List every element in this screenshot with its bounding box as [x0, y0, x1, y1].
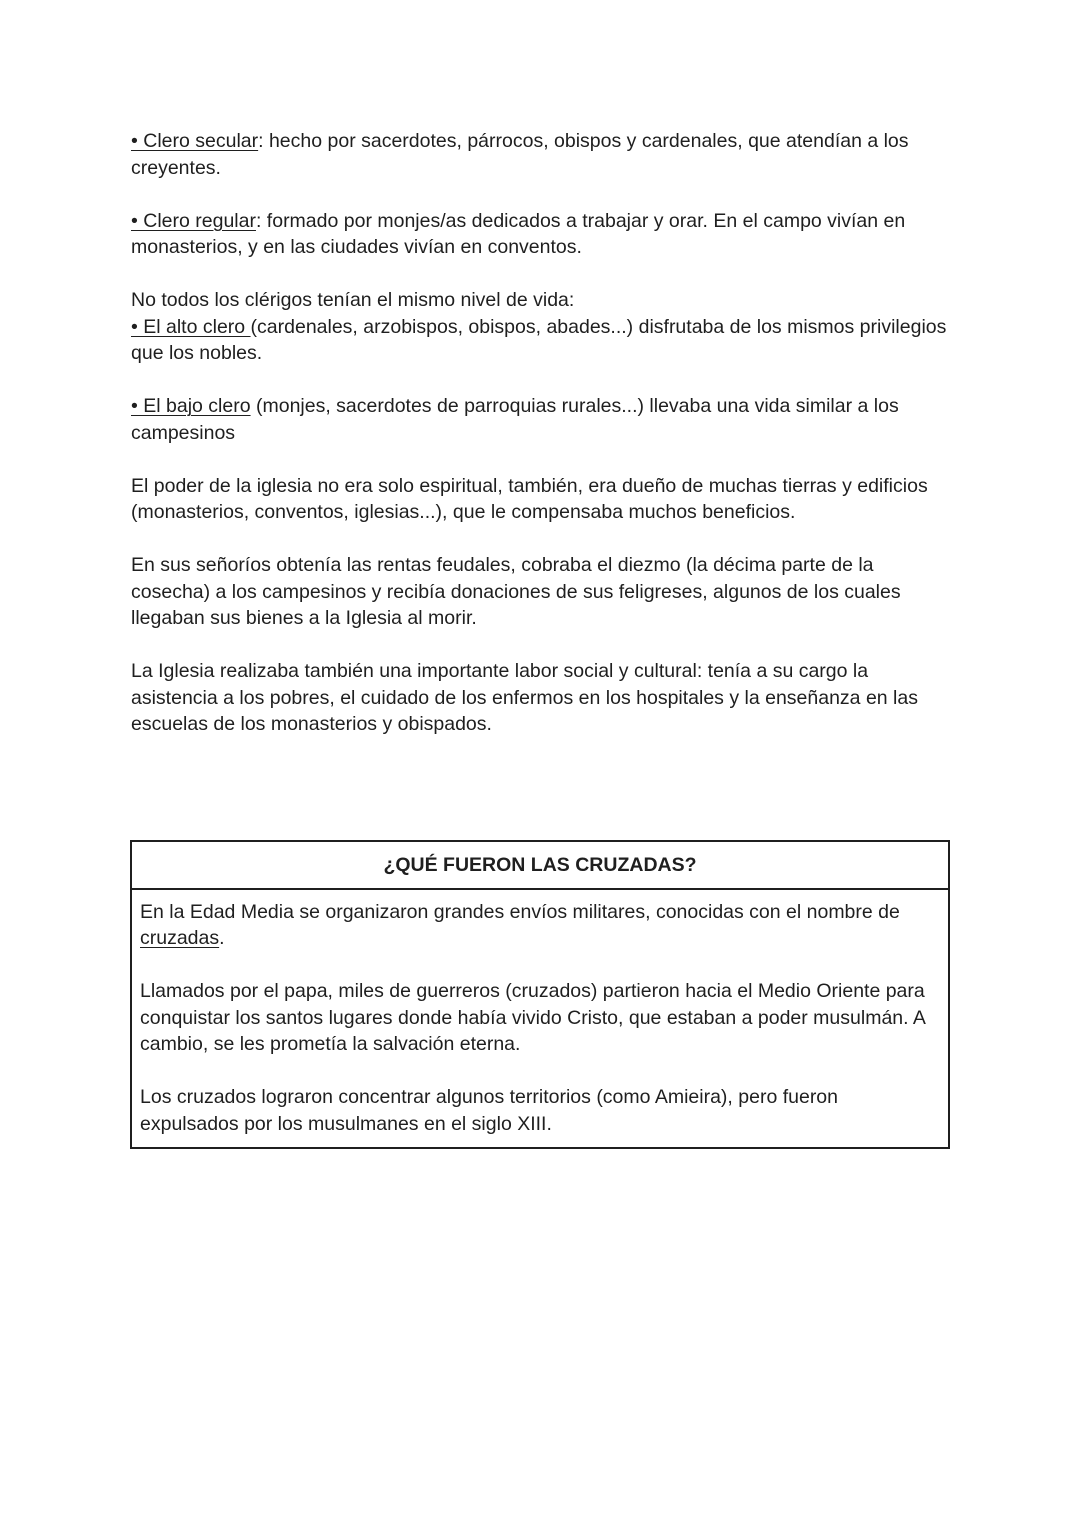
cruzadas-box: [130, 840, 950, 1149]
cruzadas-p1-before: En la Edad Media se organizaron grandes envíos militares, conocidas con el nombre de: [140, 900, 900, 923]
paragraph-senorios: En sus señoríos obtenía las rentas feudales, cobraba el diezmo (la décima parte de la cosecha) a los campesinos y recibía donaciones de sus feligreses, algunos de los cuales llegaban sus bienes a la Iglesia al morir.: [131, 554, 901, 629]
term-clero-regular: • Clero regular: [131, 209, 256, 232]
paragraph-labor: La Iglesia realizaba también una importante labor social y cultural: tenía a su cargo la asistencia a los pobres, el cuidado de los enfermos en los hospitales y la enseñanza en las escuelas de los monasterios y obispados.: [131, 660, 918, 735]
text-bajo-clero: (monjes, sacerdotes de parroquias rurales...) llevaba una vida similar a los campesinos: [131, 395, 899, 444]
paragraph-alto-clero: [131, 314, 951, 367]
cruzadas-box-title: ¿QUÉ FUERON LAS CRUZADAS?: [132, 842, 948, 890]
document-body: [131, 128, 951, 764]
paragraph-clero-secular: [131, 128, 951, 181]
paragraph-clero-regular: [131, 208, 951, 261]
paragraph-bajo-clero: [131, 393, 951, 446]
term-bajo-clero: • El bajo clero: [131, 395, 251, 417]
term-cruzadas: cruzadas: [140, 927, 220, 949]
text-alto-clero: (cardenales, arzobispos, obispos, abades...) disfrutaba de los mismos privilegios que los nobles.: [131, 315, 947, 364]
paragraph-nivel-intro: No todos los clérigos tenían el mismo nivel de vida:: [131, 289, 575, 311]
term-alto-clero: • El alto clero: [131, 315, 251, 338]
cruzadas-p1-after: .: [219, 927, 225, 949]
cruzadas-box-body: [132, 890, 948, 1148]
paragraph-poder: El poder de la iglesia no era solo espiritual, también, era dueño de muchas tierras y edificios (monasterios, conventos, iglesias...), que le compensaba muchos beneficios.: [131, 474, 928, 523]
term-clero-secular: • Clero secular: [131, 130, 259, 152]
cruzadas-paragraph-1: [140, 899, 940, 952]
text-clero-regular: : formado por monjes/as dedicados a trabajar y orar. En el campo vivían en monasterios, y en las ciudades vivían en conventos.: [131, 209, 906, 258]
cruzadas-paragraph-2: Llamados por el papa, miles de guerreros (cruzados) partieron hacia el Medio Oriente para conquistar los santos lugares donde había vivido Cristo, que estaban a poder musulmán. A cambio, se les prometía la salvación eterna.: [140, 980, 925, 1055]
cruzadas-paragraph-3: Los cruzados lograron concentrar algunos territorios (como Amieira), pero fueron expulsados por los musulmanes en el siglo XIII.: [140, 1086, 839, 1135]
text-clero-secular: : hecho por sacerdotes, párrocos, obispos y cardenales, que atendían a los creyentes.: [131, 130, 909, 179]
